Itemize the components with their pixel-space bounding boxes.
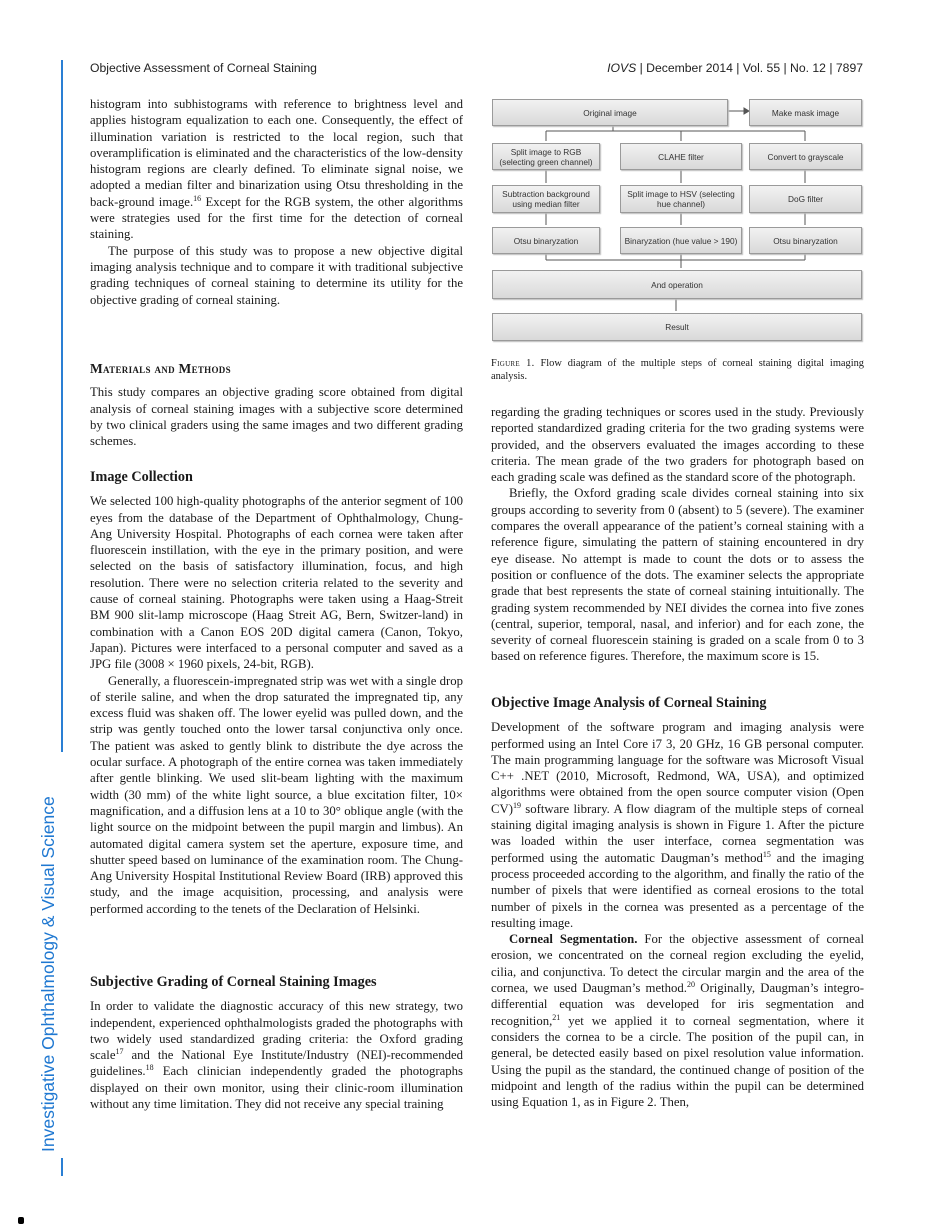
text-run: Originally, Daugman’s integro-differential equation was developed for iris segmentation and recognition, (491, 981, 864, 1028)
flow-box-split-rgb: Split image to RGB (selecting green channel) (492, 143, 600, 170)
section-objective-analysis (491, 695, 864, 1110)
text-run: Briefly, the Oxford grading scale divides corneal staining into six groups according to severity from 0 (absent) to 5 (severe). The examiner compares the overall appearance of the patient’s corneal staining with a reference figure, simulating the pattern of staining encountered in dry eye disease. No attempt is made to count the dots or to assess the position or confluence of the dots. The examiner selects the appropriate grade that best represents the state of corneal staining intuitionally. The grading system recommended by NEI divides the cornea into five zones (central, superior, temporal, nasal, and inferior) and for each zone, the severity of corneal fluorescein staining is graded on a scale from 0 to 3 based on reference figures. Therefore, the maximum score is 15. (491, 486, 864, 664)
paragraph (90, 998, 463, 1112)
text-run: yet we applied it to corneal segmentation, where it considers the cornea to be a circle. The position of the pupil can, in general, be detected easily based on pixel resolution value information. Using the pupil as the standard, the continued change of position of the midpoint and length of the radius within the pupil can be determined using Equation 1, as in Figure 2. Then, (491, 1013, 864, 1110)
flow-box-clahe: CLAHE filter (620, 143, 742, 170)
figure-caption (491, 357, 864, 383)
run-in-heading: Corneal Segmentation. (509, 932, 638, 947)
paragraph (491, 404, 864, 485)
section-heading: Subjective Grading of Corneal Staining Images (90, 974, 377, 990)
flow-box-grayscale: Convert to grayscale (749, 143, 862, 170)
citation-superscript: 20 (686, 980, 695, 990)
section-heading: Objective Image Analysis of Corneal Staining (491, 695, 767, 711)
section-image-collection (90, 469, 463, 917)
citation-superscript: 21 (552, 1012, 561, 1022)
flow-box-make-mask: Make mask image (749, 99, 862, 126)
paragraph (491, 931, 864, 1110)
flow-box-otsu-right: Otsu binaryzation (749, 227, 862, 254)
caption-text: Flow diagram of the multiple steps of corneal staining digital imaging analysis. (491, 358, 864, 382)
flow-box-original-image: Original image (492, 99, 728, 126)
text-run: Development of the software program and imaging analysis were performed using an Intel Core i7 3, 20 GHz, 16 GB personal computer. The main programming language for the software was Microsoft Visual C++ .NET (2010, Microsoft, Redmond, WA, USA), and optimized algorithms were obtained from the open source computer vision (Open CV) (491, 720, 864, 816)
paragraph (90, 493, 463, 672)
citation-superscript: 18 (145, 1063, 154, 1073)
flow-box-split-hsv: Split image to HSV (selecting hue channel) (620, 185, 742, 213)
section-methods (90, 361, 463, 449)
journal-abbrev: IOVS (607, 61, 637, 75)
text-run: and the imaging process proceeded according to the algorithm, and finally the ratio of the number of pixels that were identified as corneal erosions to the total number of pixels in the cornea was presented as a percentage of the resulting image. (491, 850, 864, 930)
paragraph (491, 719, 864, 931)
section-heading: Materials and Methods (90, 361, 231, 376)
flow-box-binaryzation: Binaryzation (hue value > 190) (620, 227, 742, 254)
text-run: The purpose of this study was to propose a new objective digital imaging analysis technique and to compare it with traditional subjective grading techniques of corneal staining to determine its utility for the objective grading of corneal staining. (90, 243, 463, 307)
citation-superscript: 17 (115, 1047, 124, 1057)
figure-label: Figure 1. (491, 358, 535, 369)
text-run: histogram into subhistograms with reference to brightness level and applies histogram equalization to each one. Consequently, the effect of illumination variation is restricted to the local region, such that overamplification is eliminated and the characteristics of the low-density histogram regions are clearly defined. To eliminate signal noise, we adopted a median filter and binarization using Otsu thresholding in the back-ground image. (90, 97, 463, 209)
paragraph (491, 485, 864, 664)
text-run: and the National Eye Institute/Industry (NEI)-recommended guidelines. (90, 1048, 463, 1079)
issue-info: | December 2014 | Vol. 55 | No. 12 | 7897 (639, 61, 863, 75)
right-grading-text (491, 404, 864, 665)
running-title: Objective Assessment of Corneal Staining (90, 61, 317, 75)
text-run: This study compares an objective grading score obtained from digital analysis of corneal staining images with a subjective score determined by two clinical graders using the same images and two different grading schemes. (90, 385, 463, 449)
paragraph (90, 673, 463, 917)
citation-superscript: 19 (512, 800, 521, 810)
margin-rule-bottom (61, 1158, 63, 1176)
text-run: Except for the RGB system, the other algorithms were strategies used for the first time for the detection of corneal staining. (90, 194, 463, 242)
section-heading: Image Collection (90, 469, 193, 485)
text-run: For the objective assessment of corneal erosion, we concentrated on the corneal region excluding the eyelid, cilia, and conjunctiva. To detect the circular margin and the area of the cornea, we used Daugman’s method. (491, 932, 864, 996)
text-run: We selected 100 high-quality photographs of the anterior segment of 100 eyes from the database of the Department of Ophthalmology, Chung-Ang University Hospital. Photographs of each cornea were taken after fluorescein instillation, with the eye in the primary position, and were selected on the basis of satisfactory illumination, focus, and high resolution. There were no selection criteria related to the severity and cause of corneal staining. Photographs were taken using a Haag-Streit BM 900 slit-lamp microscope (Haag Streit AG, Bern, Switzer-land) in combination with a Canon EOS 20D digital camera (Canon, Tokyo, Japan). Pictures were interfaced to a personal computer and saved as a JPG file (3008 × 1960 pixels, 24-bit, RGB). (90, 494, 463, 672)
citation-superscript: 16 (193, 193, 202, 203)
text-run: Generally, a fluorescein-impregnated strip was wet with a single drop of sterile saline, and when the drop saturated the impregnated tip, any excess fluid was shaken off. The lower eyelid was pulled down, and the strip was gently touched onto the lower tarsal conjunctiva only once. The patient was asked to gently blink to distribute the dye across the ocular surface. A photograph of the entire cornea was taken immediately after gentle blinking. We used slit-beam lighting with the maximum width (30 mm) of the white light source, a blue excitation filter, 10× magnification, and a diffusion lens at a 10 to 30° oblique angle (with the light source on the midpoint between the pupil margin and limbus). An automated digital camera system set the aperture, exposure time, and shutter speed based on luminance of the examination room. The Chung-Ang University Hospital Institutional Review Board (IRB) approved this study, and the image acquisition, processing, and analysis were performed according to the tenets of the Declaration of Helsinki. (90, 673, 463, 916)
flow-box-result: Result (492, 313, 862, 341)
flow-box-and-operation: And operation (492, 270, 862, 299)
flow-box-subtraction: Subtraction background using median filter (492, 185, 600, 213)
flow-box-dog: DoG filter (749, 185, 862, 213)
journal-sidebar-title: Investigative Ophthalmology & Visual Science (38, 796, 58, 1152)
flow-connectors (0, 0, 952, 360)
page-corner-mark (18, 1217, 24, 1224)
text-run: software library. A flow diagram of the multiple steps of corneal staining digital imaging analysis is shown in Figure 1. After the picture was loaded within the user interface, cornea segmentation was performed using the automatic Daugman’s method (491, 801, 864, 865)
paragraph (90, 384, 463, 449)
section-subjective-grading (90, 974, 463, 1112)
text-run: Each clinician independently graded the photographs displayed on their own monitor, using their clinic-room illumination without any time limitation. They did not receive any special training (90, 1064, 463, 1112)
citation-superscript: 15 (762, 849, 771, 859)
text-run: In order to validate the diagnostic accuracy of this new strategy, two independent, experienced ophthalmologists graded the photographs with two widely used standardized grading criteria: the Oxford grading scale (90, 999, 463, 1063)
flow-box-otsu-left: Otsu binaryzation (492, 227, 600, 254)
text-run: regarding the grading techniques or scores used in the study. Previously reported standardized grading criteria for the two grading systems were provided, and the observers evaluated the images according to these criteria. The mean grade of the two graders for photograph based on each grading scale was defined as the standard score of the photograph. (491, 405, 864, 485)
